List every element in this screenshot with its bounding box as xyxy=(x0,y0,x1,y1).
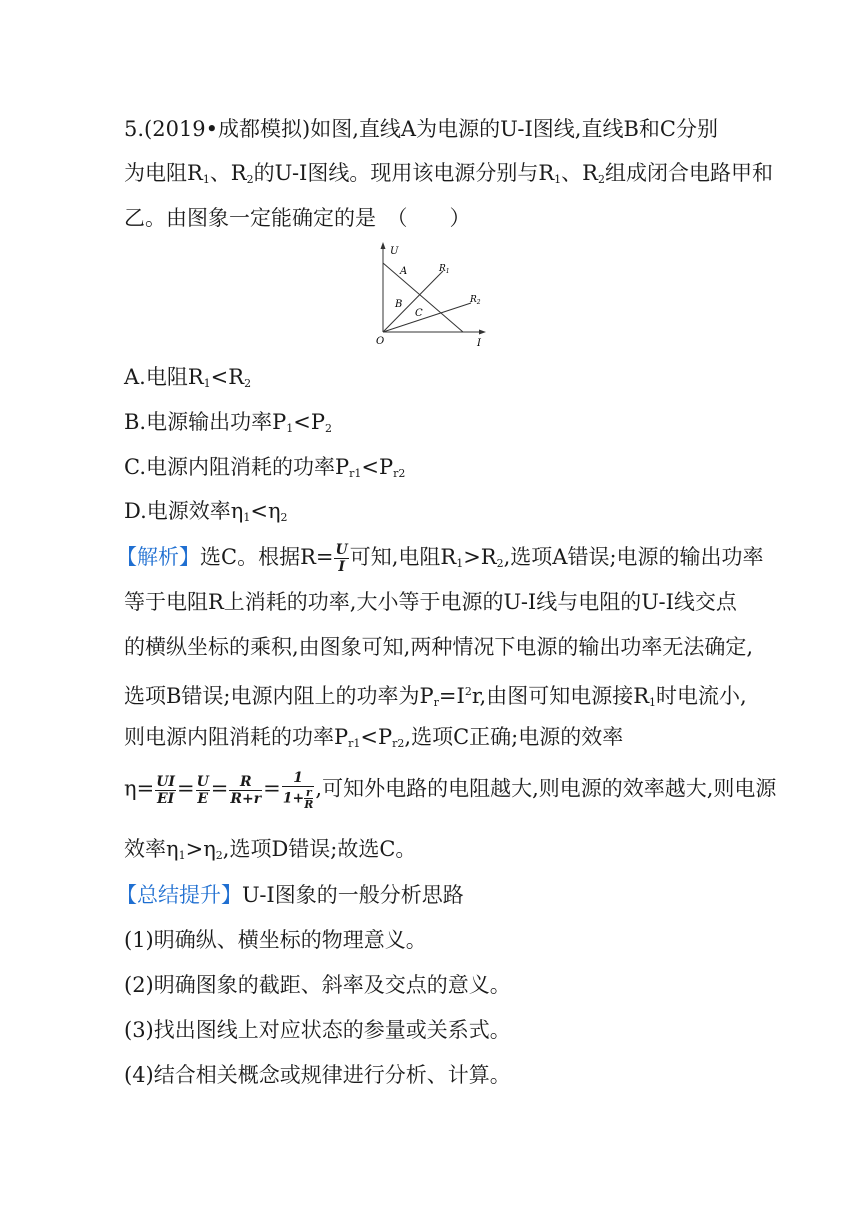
label-r1: $R_1$ xyxy=(439,264,450,275)
fraction-ui-ei: $\frac{UI}{EI}$ xyxy=(156,773,175,807)
label-r2: $R_2$ xyxy=(470,295,481,306)
question-line-3: 乙。由图象一定能确定的是 （ ） xyxy=(124,206,471,230)
analysis-tag: 【解析】 xyxy=(116,545,200,569)
option-a: A.电阻$R_1<R_2$ xyxy=(124,365,252,390)
label-a: A xyxy=(400,266,408,277)
analysis-line-4: 选项B错误;电源内阻上的功率为$P_r=I^2r$,由图可知电源接$R_1$时电流小, xyxy=(124,684,747,709)
analysis-line-2: 等于电阻R上消耗的功率,大小等于电源的U-I线与电阻的U-I线交点 xyxy=(124,590,737,614)
label-c: C xyxy=(415,308,423,319)
analysis-line-3: 的横纵坐标的乘积,由图象可知,两种情况下电源的输出功率无法确定, xyxy=(124,635,754,659)
summary-item: (3)找出图线上对应状态的参量或关系式。 xyxy=(124,1018,511,1042)
option-b: B.电源输出功率$P_1<P_2$ xyxy=(124,410,332,435)
line-r1 xyxy=(383,271,443,332)
analysis-line-7: 效率$\eta_1>\eta_2$,选项D错误;故选C。 xyxy=(124,837,417,862)
line-a xyxy=(383,263,463,332)
analysis-line-5: 则电源内阻消耗的功率$P_{r1}<P_{r2}$,选项C正确;电源的效率 xyxy=(124,725,624,750)
label-u: U xyxy=(390,246,399,257)
fraction-u-e: $\frac{U}{E}$ xyxy=(196,773,209,807)
ui-graph-figure xyxy=(360,236,496,348)
label-i: I xyxy=(477,338,481,348)
question-line-2: 为电阻$R_1$、$R_2$的U-I图线。现用该电源分别与$R_1$、$R_2$组成闭合电路甲和 xyxy=(124,161,773,186)
summary-item: (2)明确图象的截距、斜率及交点的意义。 xyxy=(124,973,511,997)
option-d: D.电源效率$\eta_1<\eta_2$ xyxy=(124,499,288,524)
fraction-one-over: 1 1+ $\frac{r}{R}$ xyxy=(282,770,314,811)
option-c: C.电源内阻消耗的功率$P_{r1}<P_{r2}$ xyxy=(124,455,406,480)
i-axis-arrow xyxy=(479,330,486,335)
analysis-line-6: η= $\frac{UI}{EI}$ = $\frac{U}{E}$ = $\frac{R}{R+r}$ = 1 1+ $\frac{r}{R}$ ,可知外电路的电阻越大,则电源的效率越大,则电源 xyxy=(124,770,777,811)
fraction-r-rr: $\frac{R}{R+r}$ xyxy=(230,773,262,807)
label-o: O xyxy=(376,336,385,347)
summary-item: (4)结合相关概念或规律进行分析、计算。 xyxy=(124,1063,511,1087)
fraction-u-over-i: $\frac{U}{I}$ xyxy=(335,542,348,575)
label-b: B xyxy=(395,299,403,310)
summary-header: 【总结提升】U-I图象的一般分析思路 xyxy=(116,883,464,907)
question-line-1: 5.(2019•成都模拟)如图,直线A为电源的U-I图线,直线B和C分别 xyxy=(124,117,718,141)
summary-item: (1)明确纵、横坐标的物理意义。 xyxy=(124,928,427,952)
analysis-line-1: 【解析】选C。根据R= $\frac{U}{I}$ 可知,电阻$R_1>R_2$,选项A错误;电源的输出功率 xyxy=(116,542,764,575)
u-axis-arrow xyxy=(381,242,386,249)
summary-tag: 【总结提升】 xyxy=(116,883,242,907)
